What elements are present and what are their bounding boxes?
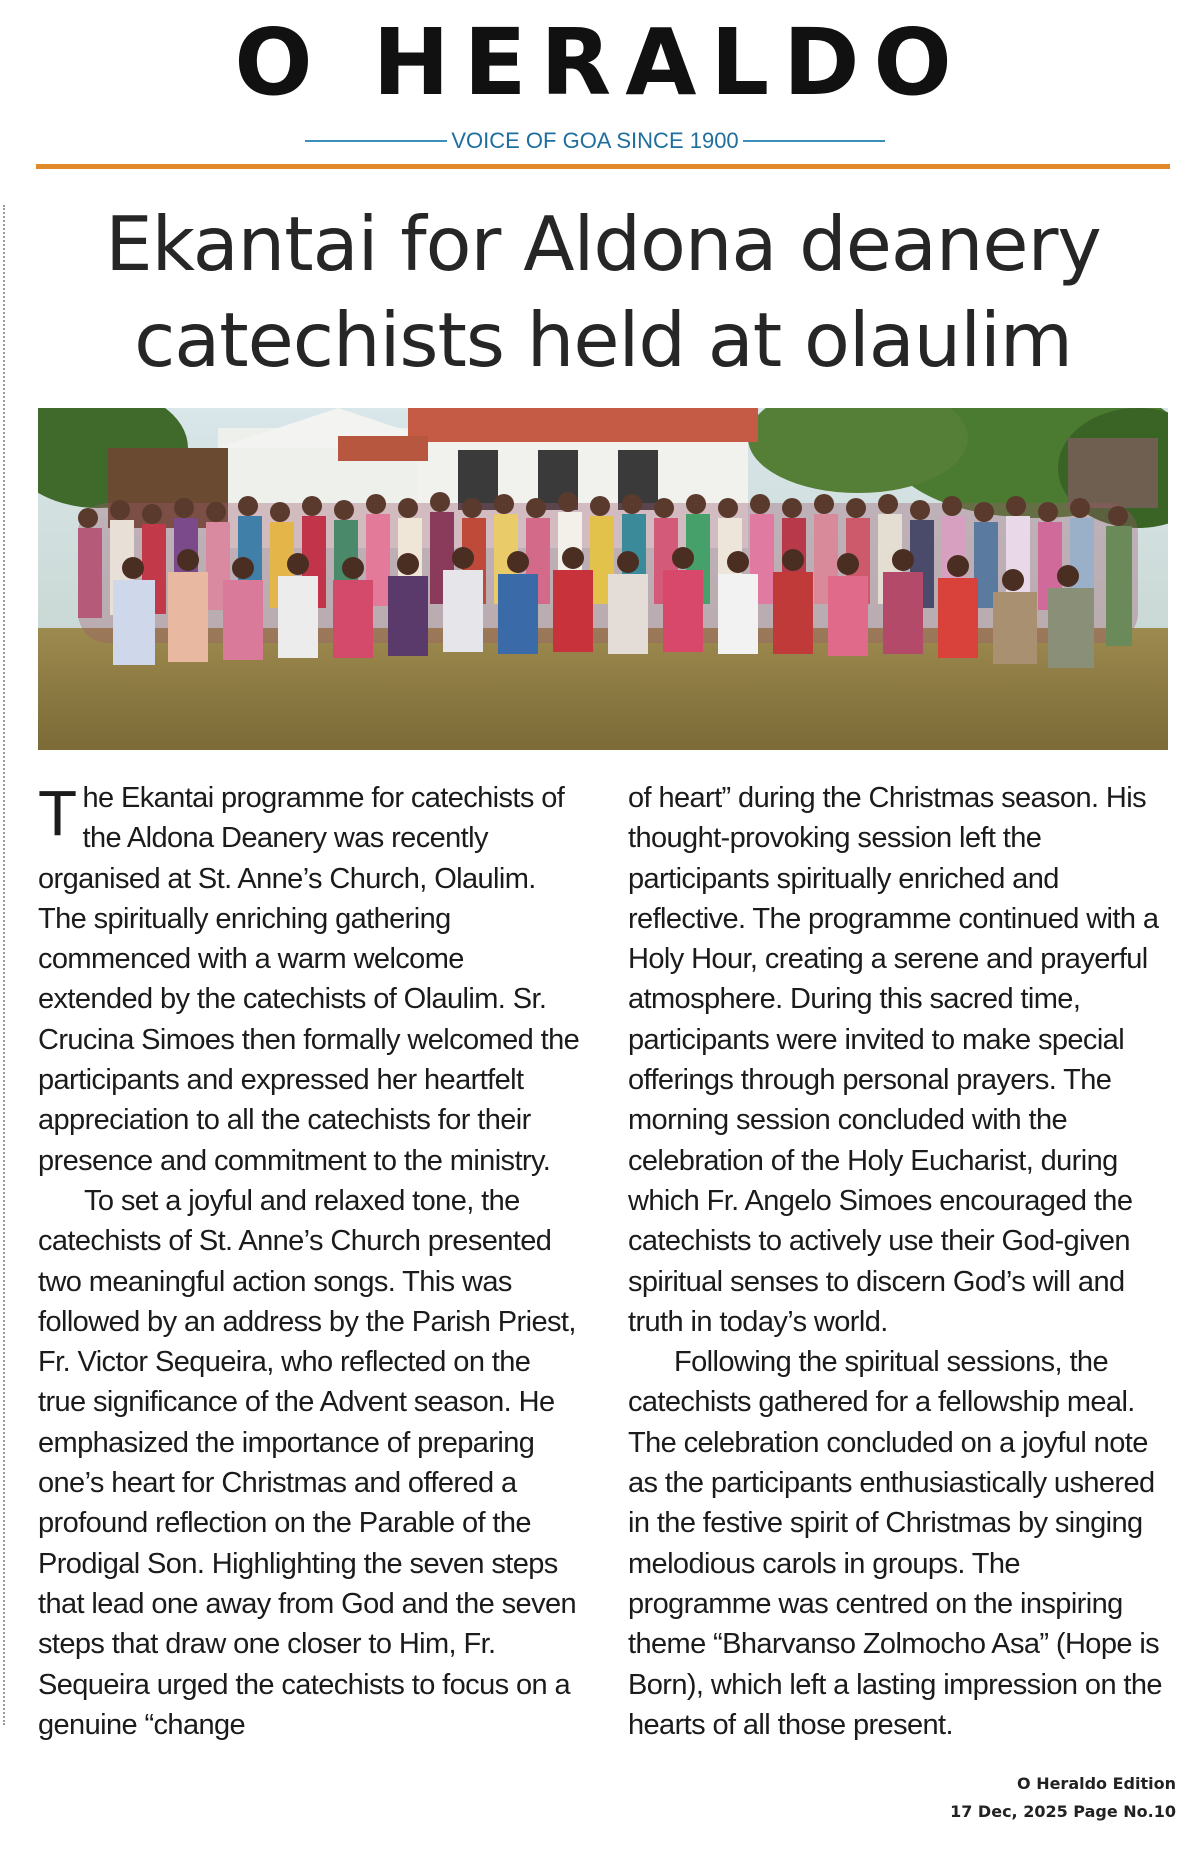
group-photo bbox=[38, 408, 1168, 750]
edition-date-page: 17 Dec, 2025 Page No.10 bbox=[950, 1802, 1176, 1821]
page-edge-dotted-line bbox=[3, 205, 5, 1725]
masthead-tagline-row bbox=[305, 126, 885, 156]
tagline-left-line bbox=[305, 140, 447, 142]
headline-line-2: catechists held at olaulim bbox=[134, 296, 1072, 384]
headline bbox=[36, 196, 1170, 388]
article-paragraph-3: of heart” during the Christmas season. His thought-provoking session left the participants spiritually enriched and reflective. The programme continued with a Holy Hour, creating a serene and prayerful atmosphere. During this sacred time, participants were invited to make special offerings through personal prayers. The morning session concluded with the celebration of the Holy Eucharist, during which Fr. Angelo Simoes encouraged the catechists to actively use their God-given spiritual senses to discern God’s will and truth in today’s world. bbox=[628, 782, 1159, 1338]
tagline-right-line bbox=[743, 140, 885, 142]
edition-name: O Heraldo Edition bbox=[1017, 1774, 1176, 1793]
article-paragraph-1 bbox=[38, 778, 580, 1181]
masthead-title: O HERALDO bbox=[234, 9, 966, 116]
article-column-right bbox=[628, 778, 1170, 1745]
group-photo-image bbox=[38, 408, 1168, 750]
article-paragraph-1-text: he Ekantai programme for catechists of the Aldona Deanery was recently organised at St. Anne’s Church, Olaulim. The spiritually enriching gathering commenced with a warm welcome extended by the catechists of Olaulim. Sr. Crucina Simoes then formally welcomed the participants and expressed her heartfelt appreciation to all the catechists for their presence and commitment to the ministry. bbox=[38, 782, 580, 1177]
headline-line-1: Ekantai for Aldona deanery bbox=[105, 200, 1101, 288]
masthead-rule bbox=[36, 164, 1170, 169]
masthead-tagline: VOICE OF GOA SINCE 1900 bbox=[451, 128, 739, 153]
article-column-left bbox=[38, 778, 580, 1745]
edition-footer bbox=[950, 1770, 1176, 1826]
article-paragraph-2: To set a joyful and relaxed tone, the catechists of St. Anne’s Church presented two meaningful action songs. This was followed by an address by the Parish Priest, Fr. Victor Sequeira, who reflected on the true significance of the Advent season. He emphasized the importance of preparing one’s heart for Christmas and offered a profound reflection on the Parable of the Prodigal Son. Highlighting the seven steps that lead one away from God and the seven steps that draw one closer to Him, Fr. Sequeira urged the catechists to focus on a genuine “change bbox=[38, 1184, 577, 1741]
article-dropcap: T bbox=[38, 777, 77, 849]
article-paragraph-4: Following the spiritual sessions, the catechists gathered for a fellowship meal. The celebration concluded on a joyful note as the participants enthusiastically ushered in the festive spirit of Christmas by singing melodious carols in groups. The programme was centred on the inspiring theme “Bharvanso Zolmocho Asa” (Hope is Born), which left a lasting impression on the hearts of all those present. bbox=[628, 1346, 1162, 1741]
